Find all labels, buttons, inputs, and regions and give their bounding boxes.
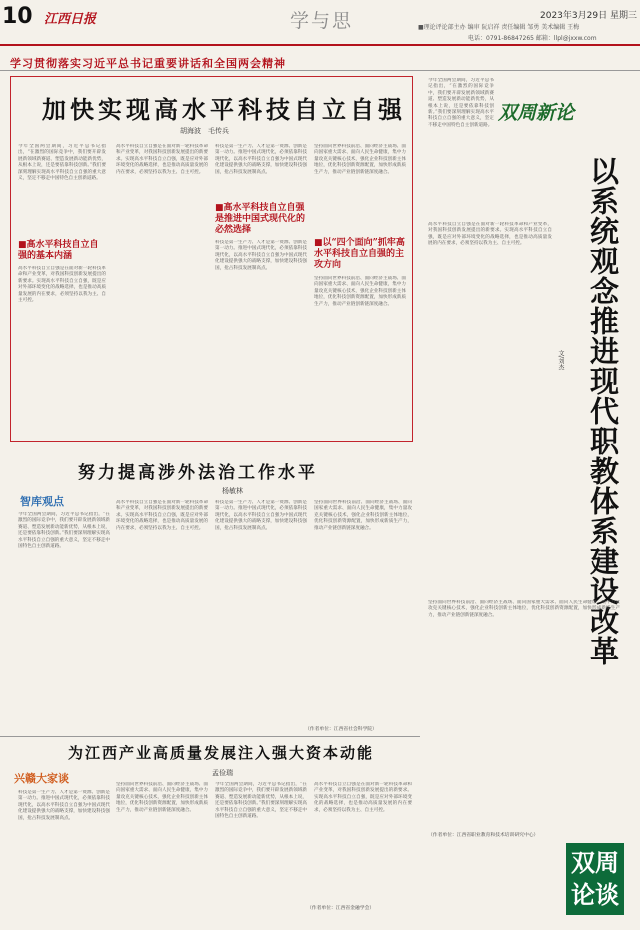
third-column-2: 坚持面向世界科技前沿、面向经济主战场、面向国家重大需求、面向人民生命健康，集中力量攻克关键核心技术，强化企业科技创新主体地位，优化科技创新资源配置，加快形成新质生产力，推动产业链创新链深度融合。 <box>116 782 208 813</box>
third-column-4: 高水平科技自立自强是在面对新一轮科技革命和产业变革，对我国科技创新发展提出的新要求。实现高水平科技自立自强，既是应对外部环境变化的战略选择，也是推动高质量发展的内在要求，必须坚持以我为主、自主可控。 <box>314 782 412 813</box>
topic-banner: 学习贯彻落实习近平总书记重要讲话和全国两会精神 <box>10 57 286 70</box>
third-author-note: （作者单位：江西省金融学会） <box>307 906 375 911</box>
lead-subhead-1: ■高水平科技自立自强的基本内涵 <box>18 240 99 261</box>
second-column-3: 科技是第一生产力、人才是第一资源、创新是第一动力。推进中国式现代化，必须依靠科技现代化，以高水平科技自立自强为中国式现代化建设提供强大的战略支撑，加快建设科技强国，抢占科技发展制高点。 <box>215 500 307 531</box>
lead-column-1: 今年全国两会期间，习近平总书记指出，“在激烈的国际竞争中，我们要开辟发展新领域新赛道、塑造发展新动能新优势，从根本上说，还是要依靠科技创新。”我们要深刻理解实现高水平科技自立自强的重大意义，坚定不移走中国特色自主创新道路。 <box>18 144 106 182</box>
second-headline[interactable]: 努力提高涉外法治工作水平 <box>78 463 318 483</box>
section-rule <box>0 736 420 737</box>
second-author-note: （作者单位：江西省社会科学院） <box>305 727 377 732</box>
page-number: 10 <box>2 4 33 29</box>
masthead-rule <box>0 44 640 46</box>
right-column-text: 高水平科技自立自强是在面对新一轮科技革命和产业变革，对我国科技创新发展提出的新要求。实现高水平科技自立自强，既是应对外部环境变化的战略选择，也是推动高质量发展的内在要求，必须坚持以我为主、自主可控。 <box>428 222 552 247</box>
third-byline: 孟俭瑞 <box>212 769 233 777</box>
contact-line: 电话：0791-86847265 邮箱：llpl@jxxw.com <box>468 35 597 42</box>
second-column-1: 今年全国两会期间，习近平总书记指出，“在激烈的国际竞争中，我们要开辟发展新领域新赛道、塑造发展新动能新优势，从根本上说，还是要依靠科技创新。”我们要深刻理解实现高水平科技自立自强的重大意义，坚定不移走中国特色自主创新道路。 <box>18 512 110 550</box>
editors-line: ■理论评论部主办 编审 阮启祥 责任编辑 邹勇 美术编辑 王梅 <box>418 24 580 31</box>
shuangzhou-luntan-badge: 双周论谈 <box>566 843 624 915</box>
banner-rule <box>0 70 640 71</box>
right-author-note: （作者单位：江西省职业教育和技术培训研究中心） <box>428 833 539 838</box>
lead-column-4b: 坚持面向世界科技前沿、面向经济主战场、面向国家重大需求、面向人民生命健康，集中力量攻克关键核心技术，强化企业科技创新主体地位，优化科技创新资源配置，加快形成新质生产力，推动产业链创新链深度融合。 <box>314 276 406 307</box>
issue-date: 2023年3月29日 星期三 <box>540 11 637 21</box>
second-column-4: 坚持面向世界科技前沿、面向经济主战场、面向国家重大需求、面向人民生命健康，集中力量攻克关键核心技术，强化企业科技创新主体地位，优化科技创新资源配置，加快形成新质生产力，推动产业链创新链深度融合。 <box>314 500 412 531</box>
lead-byline: 胡海波 毛传兵 <box>180 127 229 135</box>
second-column-2: 高水平科技自立自强是在面对新一轮科技革命和产业变革，对我国科技创新发展提出的新要求。实现高水平科技自立自强，既是应对外部环境变化的战略选择，也是推动高质量发展的内在要求，必须坚持以我为主、自主可控。 <box>116 500 208 531</box>
third-column-3: 今年全国两会期间，习近平总书记指出，“在激烈的国际竞争中，我们要开辟发展新领域新赛道、塑造发展新动能新优势，从根本上说，还是要依靠科技创新。”我们要深刻理解实现高水平科技自立自强的重大意义，坚定不移走中国特色自主创新道路。 <box>215 782 307 820</box>
second-byline: 杨敏林 <box>222 487 243 495</box>
right-author: 文/刘杰 <box>557 350 564 371</box>
paper-name: 江西日报 <box>44 12 97 27</box>
right-intro-text: 今年全国两会期间，习近平总书记指出，“在激烈的国际竞争中，我们要开辟发展新领域新赛道、塑造发展新动能新优势，从根本上说，还是要依靠科技创新。”我们要深刻理解实现高水平科技自立自强的重大意义，坚定不移走中国特色自主创新道路。 <box>428 78 494 128</box>
right-headline[interactable]: 以系统观念推进现代职教体系建设改革 <box>586 156 620 666</box>
third-headline[interactable]: 为江西产业高质量发展注入强大资本动能 <box>68 744 375 762</box>
lead-headline[interactable]: 加快实现高水平科技自立自强 <box>42 95 406 124</box>
shuangzhou-xinlun-logo: 双周新论 <box>498 102 575 124</box>
lead-column-3a: 科技是第一生产力、人才是第一资源、创新是第一动力。推进中国式现代化，必须依靠科技现代化，以高水平科技自立自强为中国式现代化建设提供强大的战略支撑，加快建设科技强国，抢占科技发展制高点。 <box>215 144 307 175</box>
third-column-1: 科技是第一生产力、人才是第一资源、创新是第一动力。推进中国式现代化，必须依靠科技现代化，以高水平科技自立自强为中国式现代化建设提供强大的战略支撑，加快建设科技强国，抢占科技发展制高点。 <box>18 790 110 821</box>
lead-subhead-3: ■以“四个面向”抓牢高水平科技自立自强的主攻方向 <box>314 238 405 270</box>
section-title: 学与思 <box>290 10 354 32</box>
lead-column-4a: 坚持面向世界科技前沿、面向经济主战场、面向国家重大需求、面向人民生命健康，集中力量攻克关键核心技术，强化企业科技创新主体地位，优化科技创新资源配置，加快形成新质生产力，推动产业链创新链深度融合。 <box>314 144 406 175</box>
lead-subhead-2: ■高水平科技自立自强是推进中国式现代化的必然选择 <box>215 203 306 235</box>
zhiku-guandian-logo: 智库观点 <box>20 495 64 508</box>
lead-column-2: 高水平科技自立自强是在面对新一轮科技革命和产业变革，对我国科技创新发展提出的新要求。实现高水平科技自立自强，既是应对外部环境变化的战略选择，也是推动高质量发展的内在要求，必须坚持以我为主、自主可控。 <box>116 144 208 175</box>
lead-column-3b: 科技是第一生产力、人才是第一资源、创新是第一动力。推进中国式现代化，必须依靠科技现代化，以高水平科技自立自强为中国式现代化建设提供强大的战略支撑，加快建设科技强国，抢占科技发展制高点。 <box>215 240 307 271</box>
lead-column-1b: 高水平科技自立自强是在面对新一轮科技革命和产业变革，对我国科技创新发展提出的新要求。实现高水平科技自立自强，既是应对外部环境变化的战略选择，也是推动高质量发展的内在要求，必须坚持以我为主、自主可控。 <box>18 266 106 304</box>
right-column-text-2: 坚持面向世界科技前沿、面向经济主战场、面向国家重大需求、面向人民生命健康，集中力量攻克关键核心技术，强化企业科技创新主体地位，优化科技创新资源配置，加快形成新质生产力，推动产业链创新链深度融合。 <box>428 600 620 618</box>
xinggan-dajiatan-logo: 兴赣大家谈 <box>14 772 69 785</box>
